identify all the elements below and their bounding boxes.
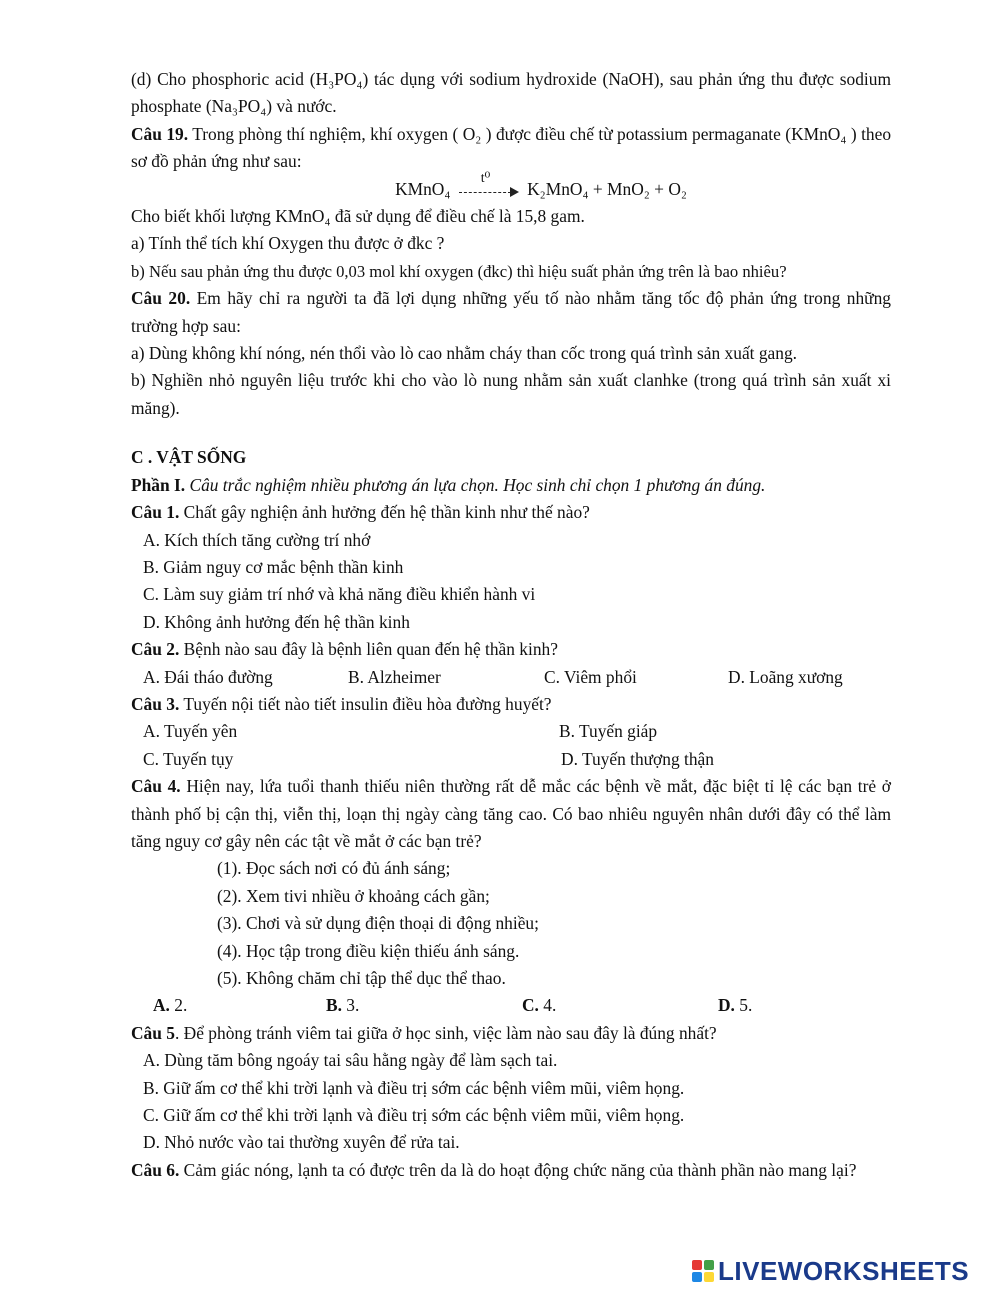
reaction-condition: t⁰: [480, 170, 491, 186]
question-2-text: Bệnh nào sau đây là bệnh liên quan đến hệ thần kinh?: [179, 639, 558, 660]
question-4-option-c[interactable]: C. 4.: [522, 995, 557, 1016]
question-5-label: Câu 5: [131, 1022, 175, 1043]
question-5-option-d[interactable]: D. Nhỏ nước vào tai thường xuyên để rửa tai.: [143, 1132, 460, 1153]
part-1-label: Phần I.: [131, 474, 186, 495]
question-4-option-b[interactable]: B. 3.: [326, 995, 360, 1016]
question-19-part-a: a) Tính thể tích khí Oxygen thu được ở đkc ?: [131, 233, 445, 254]
question-20-text: Em hãy chỉ ra người ta đã lợi dụng những yếu tố nào nhằm tăng tốc độ phản ứng trong những trường hợp sau:: [131, 288, 891, 336]
question-20-label: Câu 20.: [131, 288, 191, 309]
question-2-option-a[interactable]: A. Đái tháo đường: [143, 666, 273, 687]
question-1-option-a[interactable]: A. Kích thích tăng cường trí nhớ: [143, 529, 371, 550]
question-6-label: Câu 6.: [131, 1159, 180, 1180]
question-4-option-a[interactable]: A. 2.: [153, 995, 188, 1016]
question-4-label: Câu 4.: [131, 776, 181, 797]
part-1-instruction: Câu trắc nghiệm nhiều phương án lựa chọn. Học sinh chỉ chọn 1 phương án đúng.: [185, 474, 766, 495]
question-1-option-d[interactable]: D. Không ảnh hưởng đến hệ thần kinh: [143, 611, 410, 632]
question-20: [131, 285, 891, 340]
question-3-text: Tuyến nội tiết nào tiết insulin điều hòa đường huyết?: [179, 693, 552, 714]
equation-reactant: KMnO₄: [395, 178, 451, 199]
logo-text: LIVEWORKSHEETS: [718, 1255, 970, 1286]
reaction-equation: [131, 170, 891, 203]
question-4-item-5: (5). Không chăm chỉ tập thể dục thể thao.: [217, 968, 506, 988]
question-6-text: Cảm giác nóng, lạnh ta có được trên da là do hoạt động chức năng của thành phần nào mang lại?: [179, 1159, 857, 1180]
question-3-options-row-1: [131, 718, 891, 745]
part-1-heading: [131, 472, 891, 499]
question-3-option-b[interactable]: B. Tuyến giáp: [559, 721, 658, 742]
question-18d-text: (d) Cho phosphoric acid (H₃PO₄) tác dụng với sodium hydroxide (NaOH), sau phản ứng thu được sodium phosphate (Na₃PO₄) và nước.: [131, 69, 891, 117]
question-1-option-b[interactable]: B. Giảm nguy cơ mắc bệnh thần kinh: [143, 556, 404, 577]
question-3-options-row-2: [131, 746, 891, 773]
question-4-item-4: (4). Học tập trong điều kiện thiếu ánh sáng.: [217, 940, 520, 961]
question-3-option-d[interactable]: D. Tuyến thượng thận: [561, 748, 714, 769]
question-1: [131, 499, 891, 526]
question-5-text: . Để phòng tránh viêm tai giữa ở học sinh, việc làm nào sau đây là đúng nhất?: [174, 1022, 717, 1043]
question-4-options: [131, 992, 891, 1019]
logo-mark-icon: [692, 1260, 714, 1282]
question-3: [131, 691, 891, 718]
question-3-option-c[interactable]: C. Tuyến tụy: [143, 748, 234, 769]
question-19-part-b: b) Nếu sau phản ứng thu được 0,03 mol khí oxygen (đkc) thì hiệu suất phản ứng trên là bao nhiêu?: [131, 261, 787, 281]
question-4-option-d[interactable]: D. 5.: [718, 995, 753, 1016]
question-4-item-3: (3). Chơi và sử dụng điện thoại di động nhiều;: [217, 913, 539, 934]
question-20-part-a: a) Dùng không khí nóng, nén thổi vào lò cao nhằm cháy than cốc trong quá trình sản xuất gang.: [131, 343, 797, 364]
question-2-label: Câu 2.: [131, 639, 180, 660]
question-5-option-a[interactable]: A. Dùng tăm bông ngoáy tai sâu hằng ngày để làm sạch tai.: [143, 1050, 558, 1071]
question-1-option-c[interactable]: C. Làm suy giảm trí nhớ và khả năng điều khiển hành vi: [143, 584, 536, 605]
question-19: [131, 121, 891, 176]
question-2-option-b[interactable]: B. Alzheimer: [348, 666, 441, 687]
equation-products: K₂MnO₄ + MnO₂ + O₂: [527, 178, 687, 199]
question-4-item-2: (2). Xem tivi nhiều ở khoảng cách gần;: [217, 885, 490, 906]
question-2-option-c[interactable]: C. Viêm phổi: [544, 666, 637, 687]
question-2-option-d[interactable]: D. Loãng xương: [728, 666, 843, 687]
question-19-text: Trong phòng thí nghiệm, khí oxygen ( O₂ ) được điều chế từ potassium permaganate (KMnO₄ ) theo sơ đồ phản ứng như sau:: [131, 123, 892, 172]
liveworksheets-logo: [692, 1256, 969, 1286]
question-19-label: Câu 19.: [131, 123, 189, 144]
question-4-text: Hiện nay, lứa tuổi thanh thiếu niên thường rất dễ mắc các bệnh về mắt, đặc biệt tỉ lệ các bạn trẻ ở thành phố bị cận thị, viễn thị, loạn thị ngày càng tăng cao. Có bao nhiêu nguyên nhân dưới đây có thể làm tăng nguy cơ gây nên các tật về mắt ở các bạn trẻ?: [131, 776, 891, 851]
question-5-option-b[interactable]: B. Giữ ấm cơ thể khi trời lạnh và điều trị sớm các bệnh viêm mũi, viêm họng.: [143, 1077, 685, 1098]
question-1-text: Chất gây nghiện ảnh hưởng đến hệ thần kinh như thế nào?: [179, 502, 590, 523]
question-4-item-1: (1). Đọc sách nơi có đủ ánh sáng;: [217, 858, 451, 879]
question-2-options: [131, 664, 891, 691]
question-19-mass: Cho biết khối lượng KMnO₄ đã sử dụng để điều chế là 15,8 gam.: [131, 206, 585, 227]
worksheet-page: [131, 66, 891, 1184]
question-3-option-a[interactable]: A. Tuyến yên: [143, 721, 238, 742]
question-6: [131, 1157, 891, 1184]
question-20-part-b: b) Nghiền nhỏ nguyên liệu trước khi cho vào lò nung nhằm sản xuất clanhke (trong quá trình sản xuất xi măng).: [131, 370, 891, 418]
question-5-option-c[interactable]: C. Giữ ấm cơ thể khi trời lạnh và điều trị sớm các bệnh viêm mũi, viêm họng.: [143, 1105, 685, 1126]
section-title: C . VẬT SỐNG: [131, 447, 247, 468]
question-2: [131, 636, 891, 663]
question-4: [131, 773, 891, 855]
reaction-arrow-icon: [459, 170, 519, 198]
question-3-label: Câu 3.: [131, 693, 180, 714]
question-5: [131, 1020, 891, 1047]
question-1-label: Câu 1.: [131, 502, 180, 523]
